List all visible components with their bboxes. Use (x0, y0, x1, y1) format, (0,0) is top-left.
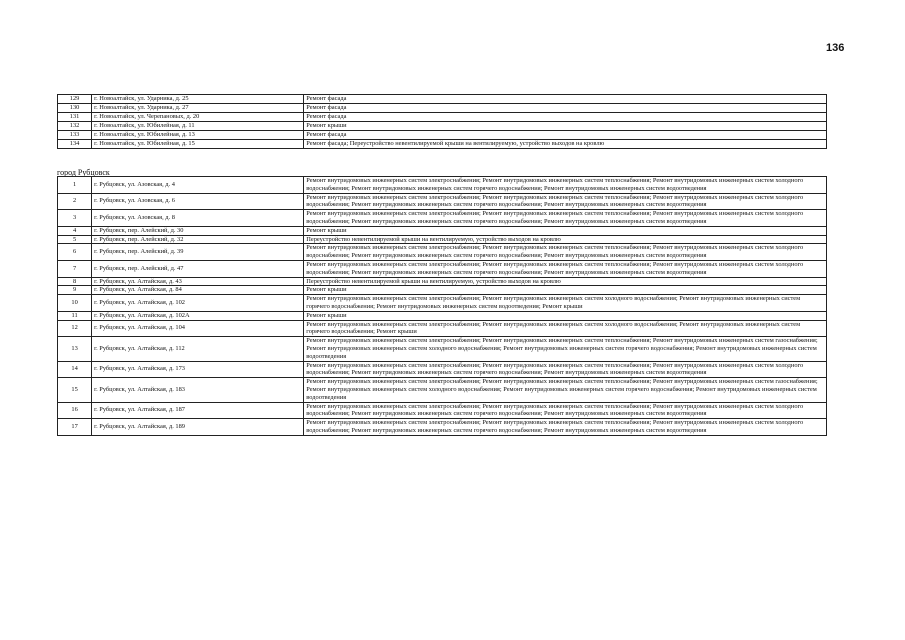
table-row (58, 320, 827, 337)
row-work: Ремонт фасада (304, 113, 827, 122)
row-number: 134 (58, 140, 92, 149)
row-work: Ремонт внутридомовых инженерных систем электроснабжения; Ремонт внутридомовых инженерных систем теплоснабжения; Ремонт внутридомовых инженерных систем холодного водоснабжения; Ремонт внутридомовых инженерных систем горячего водоснабжения; Ремонт внутридомовых инженерных систем водоотведения (304, 177, 827, 194)
row-number: 129 (58, 95, 92, 104)
table-row (58, 286, 827, 295)
row-number: 3 (58, 210, 92, 227)
table-row (58, 260, 827, 277)
table-row (58, 177, 827, 194)
row-address: г. Рубцовск, ул. Азовская, д. 6 (92, 193, 304, 210)
row-number: 4 (58, 226, 92, 235)
table-row (58, 235, 827, 244)
row-number: 133 (58, 131, 92, 140)
row-work: Ремонт крыши (304, 226, 827, 235)
table-row (58, 277, 827, 286)
row-work: Ремонт фасада (304, 131, 827, 140)
row-address: г. Рубцовск, пер. Алейский, д. 32 (92, 235, 304, 244)
row-work: Ремонт фасада; Переустройство невентилируемой крыши на вентилируемую, устройство выходов на кровлю (304, 140, 827, 149)
row-address: г. Рубцовск, ул. Алтайская, д. 84 (92, 286, 304, 295)
table-row (58, 361, 827, 378)
page-number: 136 (826, 42, 845, 54)
table-row (58, 95, 827, 104)
table-rubtsovsk (57, 176, 827, 436)
row-number: 11 (58, 311, 92, 320)
table-row (58, 226, 827, 235)
row-address: г. Новоалтайск, ул. Черепановых, д. 20 (92, 113, 304, 122)
table-body-top (58, 95, 827, 149)
row-address: г. Новоалтайск, ул. Юбилейная, д. 11 (92, 122, 304, 131)
table-row (58, 402, 827, 419)
row-work: Ремонт фасада (304, 104, 827, 113)
row-address: г. Рубцовск, ул. Азовская, д. 4 (92, 177, 304, 194)
row-address: г. Рубцовск, ул. Алтайская, д. 187 (92, 402, 304, 419)
row-address: г. Рубцовск, пер. Алейский, д. 30 (92, 226, 304, 235)
row-work: Ремонт внутридомовых инженерных систем электроснабжения; Ремонт внутридомовых инженерных систем теплоснабжения; Ремонт внутридомовых инженерных систем газоснабжения; Ремонт внутридомовых инженерных систем холодного водоснабжения; Ремонт внутридомовых инженерных систем горячего водоснабжения; Ремонт внутридомовых инженерных систем водоотведения (304, 337, 827, 361)
row-work: Ремонт внутридомовых инженерных систем электроснабжения; Ремонт внутридомовых инженерных систем теплоснабжения; Ремонт внутридомовых инженерных систем холодного водоснабжения; Ремонт внутридомовых инженерных систем горячего водоснабжения; Ремонт внутридомовых инженерных систем водоотведения (304, 260, 827, 277)
row-address: г. Новоалтайск, ул. Ударника, д. 25 (92, 95, 304, 104)
row-address: г. Рубцовск, ул. Алтайская, д. 183 (92, 378, 304, 402)
table-row (58, 337, 827, 361)
row-number: 132 (58, 122, 92, 131)
table-row (58, 113, 827, 122)
row-work: Ремонт внутридомовых инженерных систем электроснабжения; Ремонт внутридомовых инженерных систем теплоснабжения; Ремонт внутридомовых инженерных систем газоснабжения; Ремонт внутридомовых инженерных систем холодного водоснабжения; Ремонт внутридомовых инженерных систем горячего водоснабжения; Ремонт внутридомовых инженерных систем водоотведения (304, 378, 827, 402)
row-number: 6 (58, 244, 92, 261)
row-number: 131 (58, 113, 92, 122)
row-work: Ремонт внутридомовых инженерных систем электроснабжения; Ремонт внутридомовых инженерных систем теплоснабжения; Ремонт внутридомовых инженерных систем холодного водоснабжения; Ремонт внутридомовых инженерных систем горячего водоснабжения; Ремонт внутридомовых инженерных систем водоотведения (304, 244, 827, 261)
row-work: Ремонт крыши (304, 311, 827, 320)
row-number: 12 (58, 320, 92, 337)
row-work: Ремонт внутридомовых инженерных систем электроснабжения; Ремонт внутридомовых инженерных систем теплоснабжения; Ремонт внутридомовых инженерных систем холодного водоснабжения; Ремонт внутридомовых инженерных систем горячего водоснабжения; Ремонт внутридомовых инженерных систем водоотведения (304, 193, 827, 210)
row-address: г. Рубцовск, ул. Алтайская, д. 189 (92, 419, 304, 436)
table-novoaltaysk (57, 94, 827, 149)
row-number: 1 (58, 177, 92, 194)
row-work: Ремонт крыши (304, 122, 827, 131)
table-row (58, 104, 827, 113)
row-address: г. Рубцовск, ул. Азовская, д. 8 (92, 210, 304, 227)
row-number: 8 (58, 277, 92, 286)
row-number: 9 (58, 286, 92, 295)
row-work: Ремонт внутридомовых инженерных систем электроснабжения; Ремонт внутридомовых инженерных систем теплоснабжения; Ремонт внутридомовых инженерных систем холодного водоснабжения; Ремонт внутридомовых инженерных систем горячего водоснабжения; Ремонт внутридомовых инженерных систем водоотведения (304, 210, 827, 227)
row-number: 7 (58, 260, 92, 277)
row-address: г. Рубцовск, ул. Алтайская, д. 173 (92, 361, 304, 378)
row-number: 5 (58, 235, 92, 244)
row-number: 10 (58, 295, 92, 312)
row-address: г. Рубцовск, пер. Алейский, д. 39 (92, 244, 304, 261)
row-work: Переустройство невентилируемой крыши на вентилируемую, устройство выходов на кровлю (304, 235, 827, 244)
table-row (58, 378, 827, 402)
row-address: г. Рубцовск, ул. Алтайская, д. 43 (92, 277, 304, 286)
row-number: 17 (58, 419, 92, 436)
row-address: г. Рубцовск, пер. Алейский, д. 47 (92, 260, 304, 277)
table-row (58, 244, 827, 261)
row-number: 130 (58, 104, 92, 113)
row-work: Переустройство невентилируемой крыши на вентилируемую, устройство выходов на кровлю (304, 277, 827, 286)
table-row (58, 419, 827, 436)
row-address: г. Новоалтайск, ул. Юбилейная, д. 13 (92, 131, 304, 140)
row-work: Ремонт крыши (304, 286, 827, 295)
row-work: Ремонт внутридомовых инженерных систем электроснабжения; Ремонт внутридомовых инженерных систем холодного водоснабжения; Ремонт внутридомовых инженерных систем горячего водоснабжения; Ремонт крыши (304, 320, 827, 337)
table-row (58, 131, 827, 140)
row-address: г. Новоалтайск, ул. Юбилейная, д. 15 (92, 140, 304, 149)
table-row (58, 140, 827, 149)
row-work: Ремонт внутридомовых инженерных систем электроснабжения; Ремонт внутридомовых инженерных систем теплоснабжения; Ремонт внутридомовых инженерных систем холодного водоснабжения; Ремонт внутридомовых инженерных систем горячего водоснабжения; Ремонт внутридомовых инженерных систем водоотведения (304, 361, 827, 378)
table-body-main (58, 177, 827, 436)
table-row (58, 311, 827, 320)
section-title: город Рубцовск (57, 168, 110, 177)
table-row (58, 295, 827, 312)
row-work: Ремонт фасада (304, 95, 827, 104)
row-work: Ремонт внутридомовых инженерных систем электроснабжения; Ремонт внутридомовых инженерных систем теплоснабжения; Ремонт внутридомовых инженерных систем холодного водоснабжения; Ремонт внутридомовых инженерных систем горячего водоснабжения; Ремонт внутридомовых инженерных систем водоотведения (304, 402, 827, 419)
row-number: 2 (58, 193, 92, 210)
row-work: Ремонт внутридомовых инженерных систем электроснабжения; Ремонт внутридомовых инженерных систем теплоснабжения; Ремонт внутридомовых инженерных систем холодного водоснабжения; Ремонт внутридомовых инженерных систем горячего водоснабжения; Ремонт внутридомовых инженерных систем водоотведения (304, 419, 827, 436)
table-row (58, 122, 827, 131)
row-number: 16 (58, 402, 92, 419)
row-number: 15 (58, 378, 92, 402)
row-number: 14 (58, 361, 92, 378)
row-address: г. Рубцовск, ул. Алтайская, д. 102 (92, 295, 304, 312)
row-address: г. Новоалтайск, ул. Ударника, д. 27 (92, 104, 304, 113)
row-address: г. Рубцовск, ул. Алтайская, д. 102А (92, 311, 304, 320)
row-number: 13 (58, 337, 92, 361)
row-address: г. Рубцовск, ул. Алтайская, д. 112 (92, 337, 304, 361)
table-row (58, 193, 827, 210)
table-row (58, 210, 827, 227)
row-address: г. Рубцовск, ул. Алтайская, д. 104 (92, 320, 304, 337)
row-work: Ремонт внутридомовых инженерных систем электроснабжения; Ремонт внутридомовых инженерных систем холодного водоснабжения; Ремонт внутридомовых инженерных систем горячего водоснабжения; Ремонт внутридомовых инженерных систем водоотведения; Ремонт крыши (304, 295, 827, 312)
